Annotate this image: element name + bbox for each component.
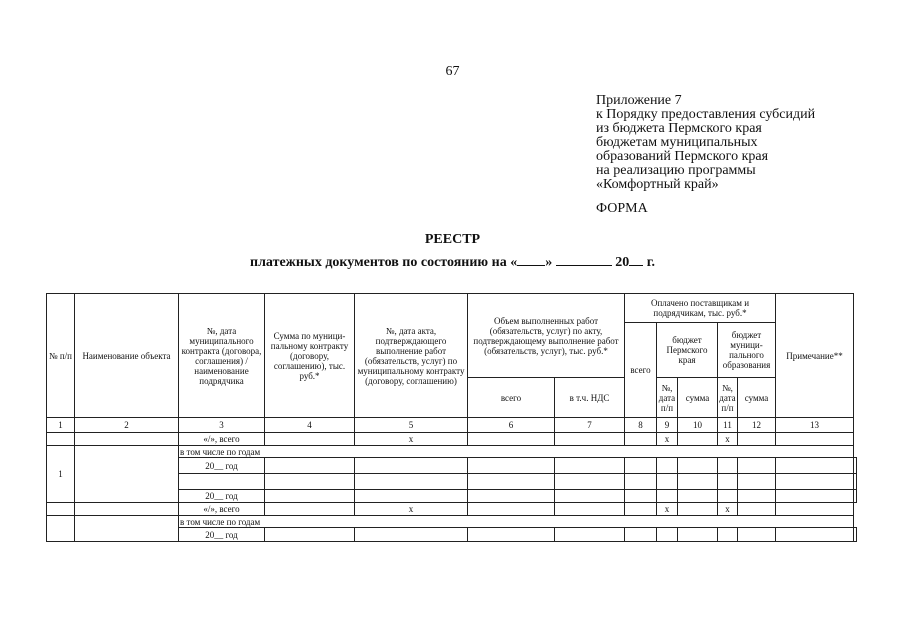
header-note: Примечание**: [776, 294, 854, 418]
data-cell: [776, 503, 854, 516]
column-number-row: [47, 418, 857, 433]
data-cell: [555, 503, 625, 516]
data-cell: [468, 503, 555, 516]
column-number: 6: [468, 418, 555, 433]
year-label: 20__ год: [179, 490, 265, 503]
subtitle-quote-close: »: [545, 255, 553, 270]
num-cell: [47, 516, 75, 542]
table-row: [47, 516, 857, 528]
column-number: 9: [657, 418, 678, 433]
total-label: «/», всего: [179, 433, 265, 446]
column-number: 3: [179, 418, 265, 433]
object-cell: [75, 503, 179, 516]
x-mark: х: [657, 503, 678, 516]
column-number: 12: [738, 418, 776, 433]
data-cell: [678, 503, 718, 516]
data-cell: [625, 503, 657, 516]
year-blank: [629, 254, 643, 266]
column-number: 10: [678, 418, 718, 433]
object-cell: [75, 446, 179, 503]
year-suffix: г.: [646, 255, 655, 270]
document-title: РЕЕСТР: [424, 232, 481, 247]
header-volume-total: всего: [468, 378, 555, 418]
table-row: [47, 446, 857, 458]
year-cell: [179, 474, 265, 490]
num-cell: [47, 503, 75, 516]
header-contract-sum: Сумма по муници- пальному контракту (договору, соглашению), тыс. руб.*: [265, 294, 355, 418]
object-cell: [75, 516, 179, 542]
column-number: 8: [625, 418, 657, 433]
data-cell: [738, 433, 776, 446]
form-label: ФОРМА: [596, 201, 648, 216]
object-cell: [75, 433, 179, 446]
column-number: 7: [555, 418, 625, 433]
page-number: 67: [445, 64, 460, 79]
by-years-label: в том числе по годам: [179, 516, 854, 528]
month-blank: [556, 254, 612, 266]
document-subtitle: [0, 254, 905, 271]
column-number: 2: [75, 418, 179, 433]
header-paid: Оплачено поставщикам и подрядчикам, тыс. руб.*: [625, 294, 776, 323]
data-cell: [468, 433, 555, 446]
year-label: 20__ год: [179, 458, 265, 474]
data-cell: [265, 433, 355, 446]
x-mark: х: [718, 433, 738, 446]
data-cell: [555, 433, 625, 446]
header-municipal-sum: сумма: [738, 378, 776, 418]
data-cell: [738, 503, 776, 516]
column-number: 5: [355, 418, 468, 433]
header-contract: №, дата муниципального контракта (договора, соглашения) / наименование подрядчика: [179, 294, 265, 418]
appendix-block: [596, 94, 815, 192]
header-volume-vat: в т.ч. НДС: [555, 378, 625, 418]
data-cell: [678, 433, 718, 446]
by-years-label: в том числе по годам: [179, 446, 854, 458]
num-cell: [47, 433, 75, 446]
year-prefix: 20: [615, 255, 630, 270]
data-cell: [776, 433, 854, 446]
column-number: 4: [265, 418, 355, 433]
table-row: [47, 433, 857, 446]
x-mark: х: [355, 503, 468, 516]
subtitle-prefix: платежных документов по состоянию на «: [250, 255, 518, 270]
header-municipal-doc: №, дата п/п: [718, 378, 738, 418]
appendix-line: к Порядку предоставления субсидий: [596, 107, 816, 122]
header-object-name: Наименование объекта: [75, 294, 179, 418]
table-row: [47, 503, 857, 516]
header-regional-doc: №, дата п/п: [657, 378, 678, 418]
appendix-line: на реализацию программы: [596, 163, 756, 178]
header-paid-total: всего: [625, 323, 657, 418]
header-volume: Объем выполненных работ (обязательств, услуг) по акту, подтверждающему выполнение работ (обязательств, услуг), тыс. руб.*: [468, 294, 625, 378]
header-municipal-budget: бюджет муници- пального образования: [718, 323, 776, 378]
column-number: 13: [776, 418, 854, 433]
header-num: № п/п: [47, 294, 75, 418]
header-act: №, дата акта, подтверждающего выполнение работ (обязательств, услуг) по муниципальному контракту (договору, соглашению): [355, 294, 468, 418]
appendix-line: бюджетам муниципальных: [596, 135, 758, 150]
appendix-line: из бюджета Пермского края: [596, 121, 762, 136]
data-cell: [265, 503, 355, 516]
registry-table: [46, 293, 857, 542]
data-cell: [625, 433, 657, 446]
header-regional-sum: сумма: [678, 378, 718, 418]
column-number: 1: [47, 418, 75, 433]
appendix-line: образований Пермского края: [596, 149, 769, 164]
total-label: «/», всего: [179, 503, 265, 516]
header-regional-budget: бюджет Пермского края: [657, 323, 718, 378]
x-mark: х: [718, 503, 738, 516]
x-mark: х: [657, 433, 678, 446]
x-mark: х: [355, 433, 468, 446]
year-label: 20__ год: [179, 528, 265, 542]
column-number: 11: [718, 418, 738, 433]
appendix-line: Приложение 7: [596, 93, 682, 108]
appendix-line: «Комфортный край»: [596, 177, 719, 192]
row-number: 1: [47, 446, 75, 503]
day-blank: [517, 254, 545, 266]
